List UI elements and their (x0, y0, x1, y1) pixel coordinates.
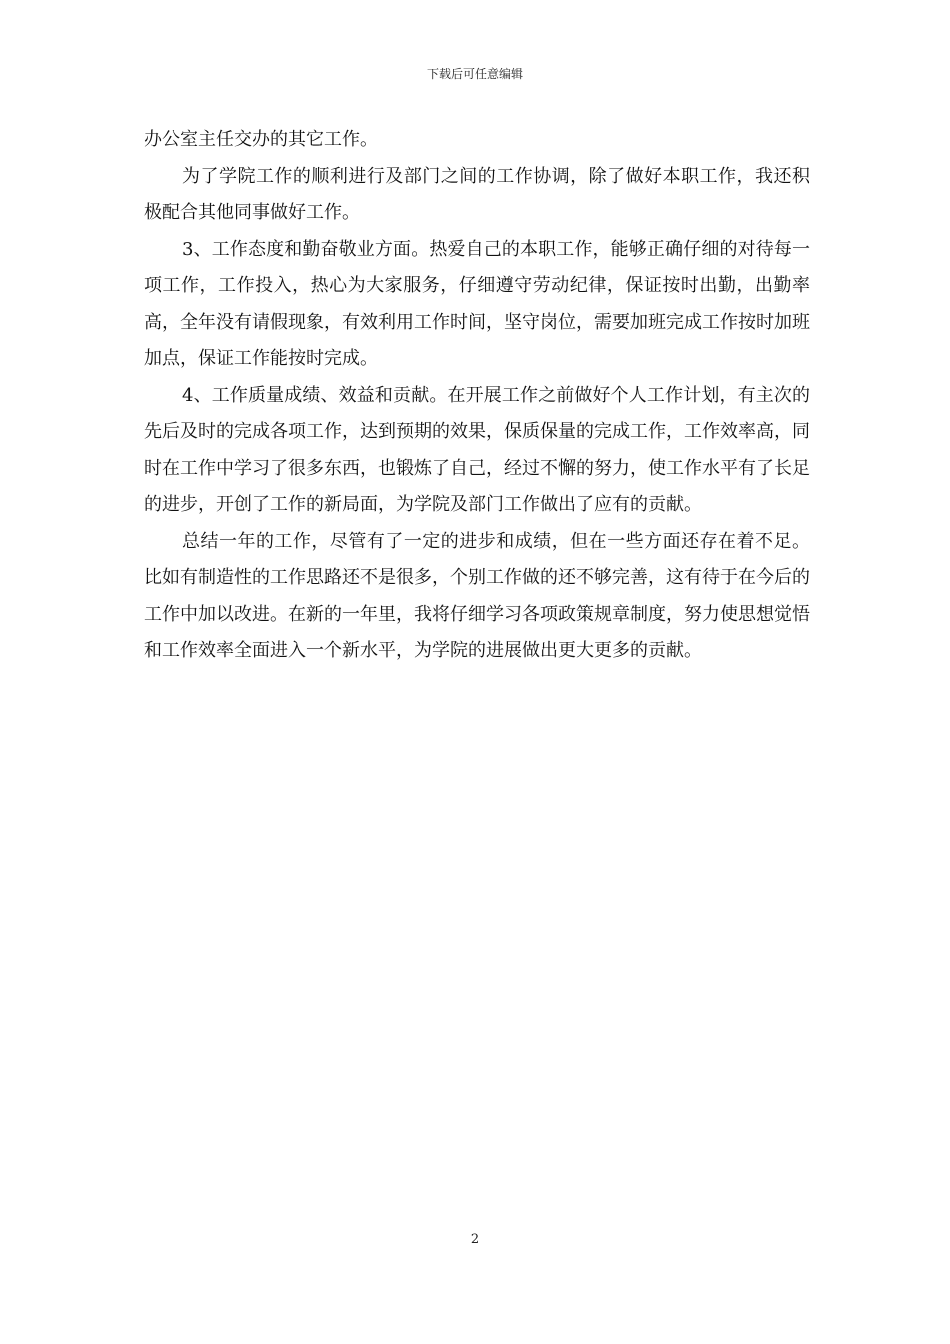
page-header: 下载后可任意编辑 (426, 67, 523, 81)
paragraph-work-attitude: 3、工作态度和勤奋敬业方面。热爱自己的本职工作，能够正确仔细的对待每一项工作，工作投入，热心为大家服务，仔细遵守劳动纪律，保证按时出勤，出勤率高，全年没有请假现象，有效利用工作时间，坚守岗位，需要加班完成工作按时加班加点，保证工作能按时完成。 (144, 238, 810, 369)
paragraph-summary: 总结一年的工作，尽管有了一定的进步和成绩，但在一些方面还存在着不足。比如有制造性的工作思路还不是很多，个别工作做的还不够完善，这有待于在今后的工作中加以改进。在新的一年里，我将仔细学习各项政策规章制度，努力使思想觉悟和工作效率全面进入一个新水平，为学院的进展做出更大更多的贡献。 (144, 530, 810, 661)
document-body (144, 122, 810, 670)
paragraph-continuation: 办公室主任交办的其它工作。 (144, 129, 378, 150)
page-number: 2 (470, 1232, 480, 1247)
paragraph-work-quality: 4、工作质量成绩、效益和贡献。在开展工作之前做好个人工作计划，有主次的先后及时的完成各项工作，达到预期的效果，保质保量的完成工作，工作效率高，同时在工作中学习了很多东西，也锻炼了自己，经过不懈的努力，使工作水平有了长足的进步，开创了工作的新局面，为学院及部门工作做出了应有的贡献。 (144, 384, 810, 515)
paragraph-coordination: 为了学院工作的顺利进行及部门之间的工作协调，除了做好本职工作，我还积极配合其他同事做好工作。 (144, 165, 810, 223)
